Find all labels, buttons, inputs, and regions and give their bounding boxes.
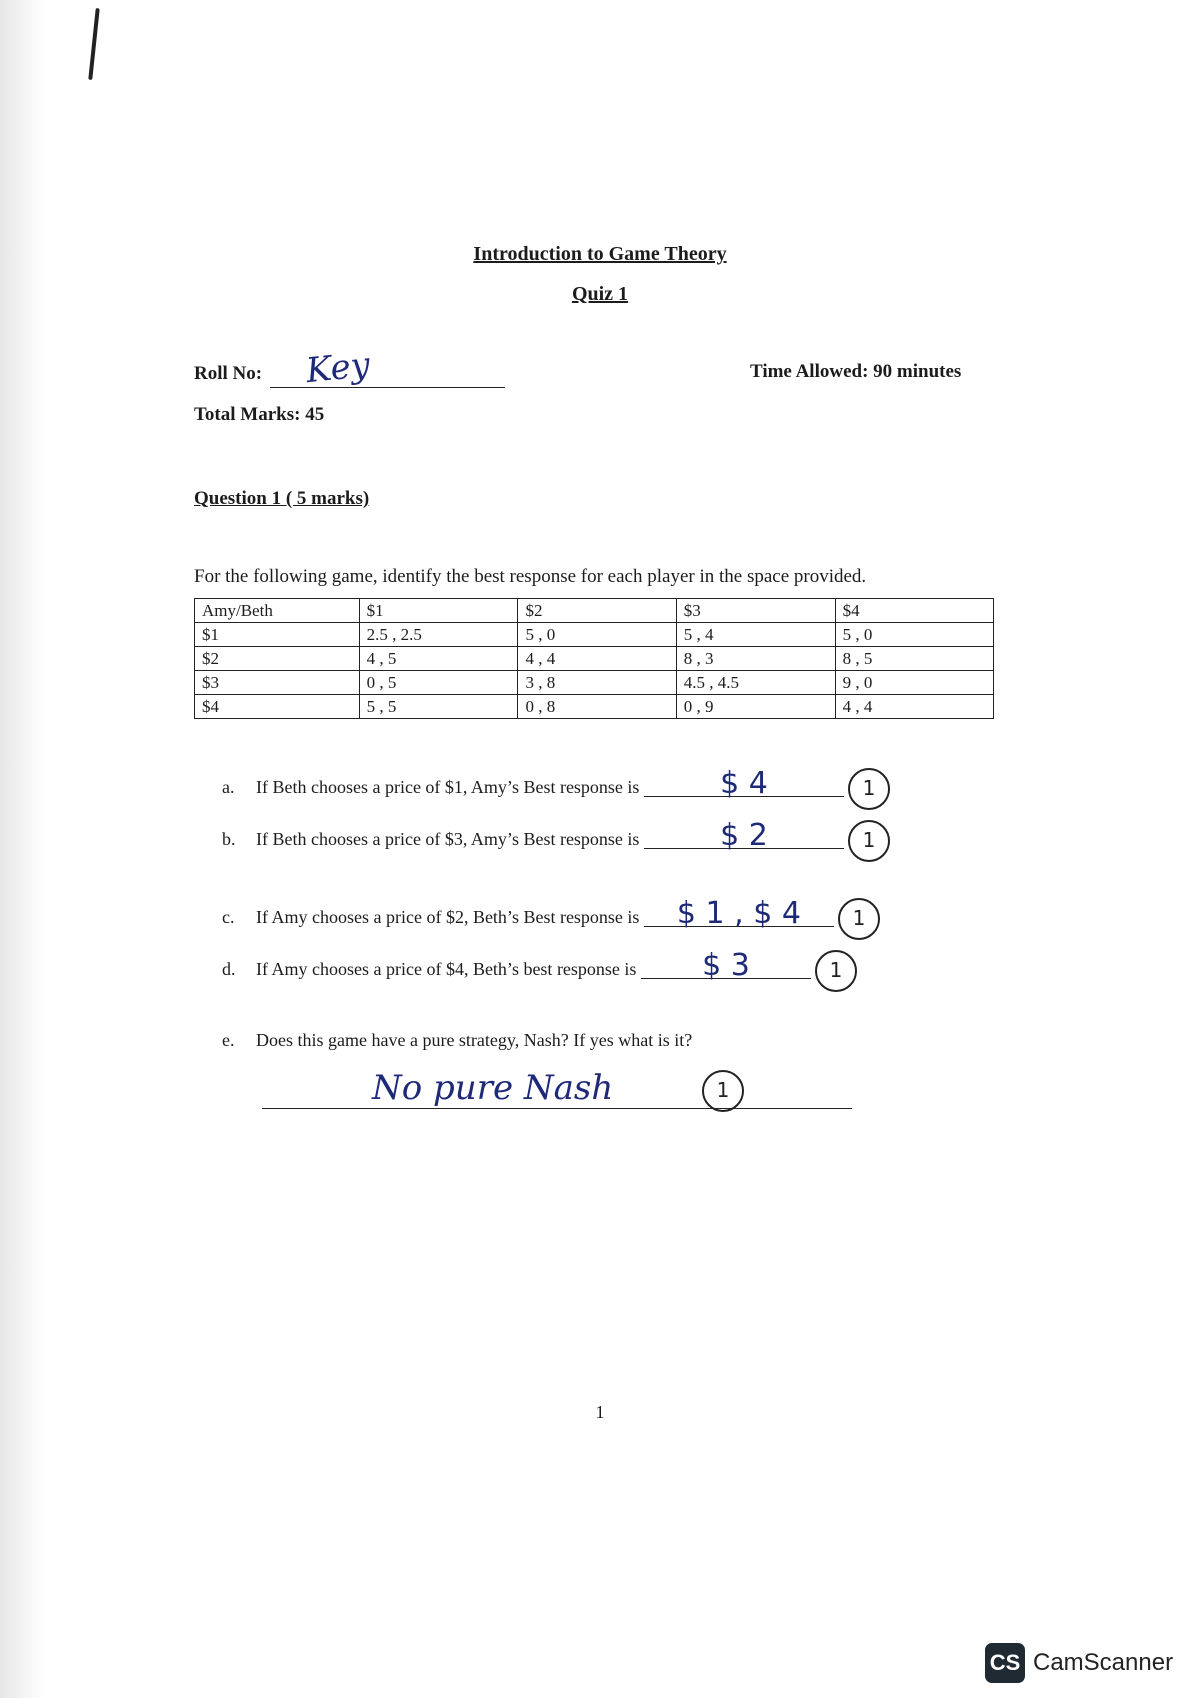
quiz-title: Quiz 1	[571, 283, 629, 305]
table-row	[195, 671, 994, 695]
mark-circle: 1	[848, 768, 890, 810]
payoff-table	[194, 598, 994, 719]
part-text: If Amy chooses a price of $4, Beth’s best response is	[256, 959, 637, 980]
roll-no-label: Roll No:	[194, 363, 263, 384]
mark-circle: 1	[815, 950, 857, 992]
table-row	[195, 623, 994, 647]
table-row	[195, 647, 994, 671]
question-instruction: For the following game, identify the best response for each player in the space provided.	[194, 566, 867, 587]
table-row	[195, 695, 994, 719]
part-letter: b.	[222, 829, 236, 850]
table-cell: $2	[195, 647, 360, 671]
part-answer: $ 1 , $ 4	[644, 904, 834, 927]
part-d	[222, 950, 857, 992]
course-title: Introduction to Game Theory	[473, 243, 727, 265]
part-letter: c.	[222, 907, 235, 928]
part-text: Does this game have a pure strategy, Nash? If yes what is it?	[256, 1030, 693, 1050]
table-cell: $1	[359, 599, 518, 623]
mark-circle: 1	[838, 898, 880, 940]
table-cell: 5 , 0	[518, 623, 676, 647]
page-number: 1	[595, 1402, 605, 1422]
table-cell: 4 , 5	[359, 647, 518, 671]
camscanner-logo-icon: CS	[985, 1643, 1025, 1683]
table-cell: $4	[835, 599, 993, 623]
table-cell: 0 , 5	[359, 671, 518, 695]
camscanner-watermark	[985, 1643, 1173, 1683]
total-marks: Total Marks: 45	[194, 404, 325, 425]
table-cell: $3	[676, 599, 835, 623]
part-letter: d.	[222, 959, 236, 980]
part-answer: $ 3	[641, 956, 811, 979]
table-cell: 5 , 0	[835, 623, 993, 647]
time-allowed: Time Allowed: 90 minutes	[750, 361, 962, 382]
question-heading: Question 1 ( 5 marks)	[194, 488, 370, 509]
nash-answer-handwritten: No pure Nash	[372, 1068, 614, 1108]
table-cell: 3 , 8	[518, 671, 676, 695]
part-b	[222, 820, 890, 862]
part-text: If Beth chooses a price of $3, Amy’s Best response is	[256, 829, 640, 850]
table-cell: 2.5 , 2.5	[359, 623, 518, 647]
mark-circle: 1	[848, 820, 890, 862]
table-cell: 4 , 4	[518, 647, 676, 671]
mark-circle: 1	[702, 1070, 744, 1112]
part-text: If Beth chooses a price of $1, Amy’s Best response is	[256, 777, 640, 798]
table-cell: Amy/Beth	[195, 599, 360, 623]
part-answer: $ 4	[644, 774, 844, 797]
table-cell: 5 , 4	[676, 623, 835, 647]
part-answer: $ 2	[644, 826, 844, 849]
part-letter: a.	[222, 777, 235, 798]
part-c	[222, 898, 880, 940]
table-cell: $3	[195, 671, 360, 695]
table-cell: 9 , 0	[835, 671, 993, 695]
table-cell: 8 , 3	[676, 647, 835, 671]
table-cell: $2	[518, 599, 676, 623]
roll-no-handwritten: Key	[304, 344, 372, 392]
camscanner-name: CamScanner	[1033, 1649, 1174, 1676]
part-text: If Amy chooses a price of $2, Beth’s Best response is	[256, 907, 640, 928]
part-letter: e.	[222, 1030, 235, 1050]
roll-no-line	[270, 387, 505, 388]
table-cell: $4	[195, 695, 360, 719]
table-cell: 0 , 9	[676, 695, 835, 719]
table-cell: 0 , 8	[518, 695, 676, 719]
table-cell: 8 , 5	[835, 647, 993, 671]
table-cell: $1	[195, 623, 360, 647]
table-header-row	[195, 599, 994, 623]
scan-pen-mark	[88, 8, 100, 80]
table-cell: 4 , 4	[835, 695, 993, 719]
table-cell: 5 , 5	[359, 695, 518, 719]
table-cell: 4.5 , 4.5	[676, 671, 835, 695]
part-e	[222, 1030, 692, 1051]
nash-answer-line	[262, 1108, 852, 1109]
part-a	[222, 768, 890, 810]
